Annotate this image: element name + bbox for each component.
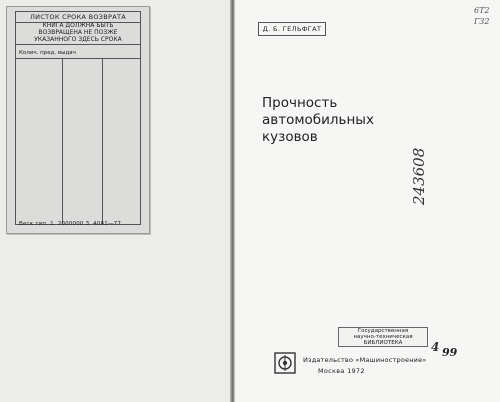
- library-stamp: [338, 327, 428, 347]
- slip-print-info: Веск тип. 1. 2000000 З. 4061—77: [19, 221, 122, 227]
- book-title: [262, 95, 462, 146]
- stamp-line: БИБЛИОТЕКА: [363, 340, 403, 346]
- shelf-mark: 6Т2: [474, 6, 490, 15]
- book-title-line: кузовов: [262, 129, 318, 145]
- slip-title: ЛИСТОК СРОКА ВОЗВРАТА: [16, 12, 140, 23]
- book-title-line: Прочность: [262, 95, 338, 111]
- publisher-name: Издательство «Машиностроение»: [303, 356, 427, 364]
- stamp-line: научно-техническая: [353, 334, 413, 340]
- shelf-mark: Г32: [474, 17, 490, 26]
- slip-column-line: [62, 58, 63, 224]
- slip-column-line: [102, 58, 103, 224]
- slip-notice-line: КНИГА ДОЛЖНА БЫТЬ: [42, 22, 114, 29]
- slip-notice-line: УКАЗАННОГО ЗДЕСЬ СРОКА: [34, 35, 122, 43]
- left-page: [0, 0, 232, 402]
- publisher-logo-icon: [274, 352, 296, 374]
- slip-frame: [15, 11, 141, 225]
- slip-divider: [16, 58, 140, 59]
- publication-place-year: Москва 1972: [318, 367, 365, 375]
- slip-notice-line: ВОЗВРАЩЕНА НЕ ПОЗЖЕ: [38, 28, 118, 36]
- stamp-line: Государственная: [357, 328, 409, 334]
- slip-notice: [16, 23, 140, 45]
- book-title-line: автомобильных: [262, 112, 374, 128]
- author-name: Д. Б. ГЕЛЬФГАТ: [258, 22, 326, 36]
- stamp-number: 4: [431, 340, 440, 354]
- handwritten-mark: 99: [442, 346, 458, 359]
- date-due-slip: [6, 6, 150, 234]
- slip-issue-label: Колич. пред. выдач: [19, 50, 76, 56]
- inventory-number: 243608: [410, 147, 428, 205]
